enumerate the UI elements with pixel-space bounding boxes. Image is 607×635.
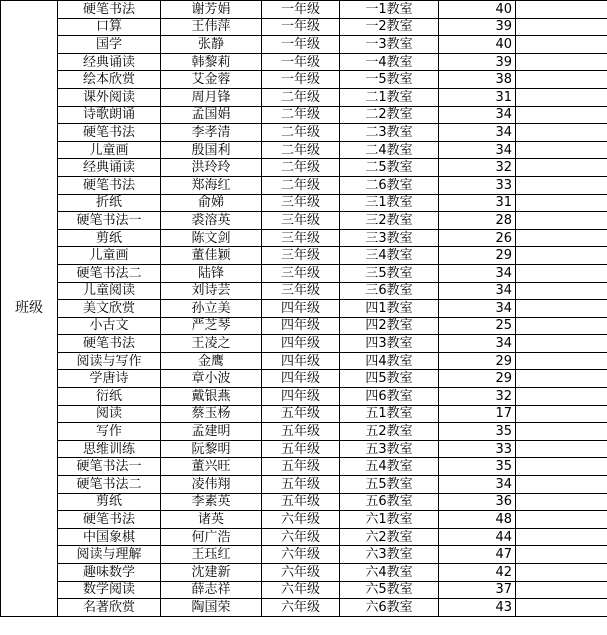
table-row (1, 493, 607, 511)
classroom-cell: 六2教室 (340, 528, 439, 546)
table-row (1, 106, 607, 124)
course-name-cell: 思维训练 (58, 440, 161, 458)
table-row (1, 194, 607, 212)
empty-cell (516, 528, 607, 546)
empty-cell (516, 599, 607, 617)
table-row (1, 511, 607, 529)
table-row (1, 36, 607, 54)
course-name-cell: 美文欣赏 (58, 300, 161, 318)
grade-cell: 三年级 (262, 282, 340, 300)
classroom-cell: 五3教室 (340, 440, 439, 458)
table-row (1, 176, 607, 194)
student-count-cell: 35 (439, 458, 516, 476)
course-name-cell: 硬笔书法一 (58, 212, 161, 230)
course-name-cell: 硬笔书法 (58, 124, 161, 142)
course-name-cell: 儿童画 (58, 247, 161, 265)
empty-cell (516, 581, 607, 599)
grade-cell: 二年级 (262, 124, 340, 142)
teacher-name-cell: 王凌之 (161, 335, 262, 353)
classroom-cell: 五6教室 (340, 493, 439, 511)
empty-cell (516, 264, 607, 282)
course-name-cell: 国学 (58, 36, 161, 54)
course-name-cell: 经典诵读 (58, 159, 161, 177)
teacher-name-cell: 阮黎明 (161, 440, 262, 458)
student-count-cell: 40 (439, 1, 516, 19)
grade-cell: 三年级 (262, 212, 340, 230)
classroom-cell: 三2教室 (340, 212, 439, 230)
teacher-name-cell: 金鹰 (161, 352, 262, 370)
teacher-name-cell: 殷国利 (161, 141, 262, 159)
grade-cell: 四年级 (262, 388, 340, 406)
course-name-cell: 名著欣赏 (58, 599, 161, 617)
course-name-cell: 口算 (58, 18, 161, 36)
course-name-cell: 硬笔书法 (58, 335, 161, 353)
grade-cell: 二年级 (262, 88, 340, 106)
empty-cell (516, 564, 607, 582)
student-count-cell: 29 (439, 370, 516, 388)
table-row (1, 352, 607, 370)
student-count-cell: 34 (439, 282, 516, 300)
table-row (1, 476, 607, 494)
grade-cell: 三年级 (262, 194, 340, 212)
teacher-name-cell: 裘溶英 (161, 212, 262, 230)
teacher-name-cell: 谢芳娟 (161, 1, 262, 19)
classroom-cell: 一5教室 (340, 71, 439, 89)
grade-cell: 六年级 (262, 546, 340, 564)
empty-cell (516, 546, 607, 564)
student-count-cell: 36 (439, 493, 516, 511)
table-row (1, 370, 607, 388)
table-row (1, 282, 607, 300)
empty-cell (516, 159, 607, 177)
student-count-cell: 31 (439, 88, 516, 106)
teacher-name-cell: 董佳颖 (161, 247, 262, 265)
grade-cell: 一年级 (262, 36, 340, 54)
classroom-cell: 二2教室 (340, 106, 439, 124)
course-name-cell: 绘本欣赏 (58, 71, 161, 89)
classroom-cell: 四3教室 (340, 335, 439, 353)
classroom-cell: 三6教室 (340, 282, 439, 300)
teacher-name-cell: 张静 (161, 36, 262, 54)
teacher-name-cell: 李素英 (161, 493, 262, 511)
classroom-cell: 六4教室 (340, 564, 439, 582)
grade-cell: 二年级 (262, 159, 340, 177)
course-name-cell: 硬笔书法一 (58, 458, 161, 476)
student-count-cell: 29 (439, 352, 516, 370)
course-name-cell: 硬笔书法 (58, 511, 161, 529)
student-count-cell: 44 (439, 528, 516, 546)
course-name-cell: 课外阅读 (58, 88, 161, 106)
student-count-cell: 32 (439, 388, 516, 406)
table-row (1, 71, 607, 89)
teacher-name-cell: 薛志祥 (161, 581, 262, 599)
student-count-cell: 34 (439, 476, 516, 494)
empty-cell (516, 370, 607, 388)
grade-cell: 三年级 (262, 229, 340, 247)
course-name-cell: 阅读与写作 (58, 352, 161, 370)
table-row (1, 124, 607, 142)
empty-cell (516, 88, 607, 106)
empty-cell (516, 335, 607, 353)
empty-cell (516, 458, 607, 476)
empty-cell (516, 440, 607, 458)
student-count-cell: 29 (439, 247, 516, 265)
grade-cell: 六年级 (262, 564, 340, 582)
table-row (1, 440, 607, 458)
empty-cell (516, 124, 607, 142)
empty-cell (516, 212, 607, 230)
table-row (1, 423, 607, 441)
teacher-name-cell: 王珏红 (161, 546, 262, 564)
classroom-cell: 二4教室 (340, 141, 439, 159)
student-count-cell: 47 (439, 546, 516, 564)
classroom-cell: 四2教室 (340, 317, 439, 335)
classroom-cell: 四6教室 (340, 388, 439, 406)
student-count-cell: 17 (439, 405, 516, 423)
teacher-name-cell: 陶国荣 (161, 599, 262, 617)
table-row (1, 1, 607, 19)
group-label-cell: 班级 (1, 1, 58, 617)
teacher-name-cell: 李孝清 (161, 124, 262, 142)
empty-cell (516, 71, 607, 89)
empty-cell (516, 141, 607, 159)
student-count-cell: 33 (439, 440, 516, 458)
empty-cell (516, 511, 607, 529)
empty-cell (516, 317, 607, 335)
empty-cell (516, 282, 607, 300)
grade-cell: 三年级 (262, 247, 340, 265)
classroom-cell: 六3教室 (340, 546, 439, 564)
grade-cell: 四年级 (262, 370, 340, 388)
student-count-cell: 34 (439, 264, 516, 282)
table-row (1, 88, 607, 106)
grade-cell: 五年级 (262, 405, 340, 423)
teacher-name-cell: 章小波 (161, 370, 262, 388)
empty-cell (516, 300, 607, 318)
classroom-cell: 五2教室 (340, 423, 439, 441)
empty-cell (516, 388, 607, 406)
empty-cell (516, 476, 607, 494)
teacher-name-cell: 严芝琴 (161, 317, 262, 335)
teacher-name-cell: 孟建明 (161, 423, 262, 441)
empty-cell (516, 106, 607, 124)
course-name-cell: 诗歌朗诵 (58, 106, 161, 124)
table-row (1, 528, 607, 546)
teacher-name-cell: 俞娣 (161, 194, 262, 212)
course-name-cell: 经典诵读 (58, 53, 161, 71)
student-count-cell: 33 (439, 176, 516, 194)
empty-cell (516, 229, 607, 247)
grade-cell: 六年级 (262, 511, 340, 529)
grade-cell: 一年级 (262, 1, 340, 19)
course-name-cell: 阅读 (58, 405, 161, 423)
student-count-cell: 43 (439, 599, 516, 617)
course-name-cell: 中国象棋 (58, 528, 161, 546)
teacher-name-cell: 戴银燕 (161, 388, 262, 406)
teacher-name-cell: 蔡玉杨 (161, 405, 262, 423)
empty-cell (516, 176, 607, 194)
table-row (1, 599, 607, 617)
student-count-cell: 40 (439, 36, 516, 54)
grade-cell: 二年级 (262, 176, 340, 194)
empty-cell (516, 1, 607, 19)
classroom-cell: 四5教室 (340, 370, 439, 388)
empty-cell (516, 18, 607, 36)
course-name-cell: 硬笔书法 (58, 1, 161, 19)
course-name-cell: 剪纸 (58, 493, 161, 511)
course-name-cell: 硬笔书法二 (58, 264, 161, 282)
grade-cell: 四年级 (262, 300, 340, 318)
teacher-name-cell: 陆锋 (161, 264, 262, 282)
table-row (1, 546, 607, 564)
table-row (1, 458, 607, 476)
classroom-cell: 五4教室 (340, 458, 439, 476)
student-count-cell: 34 (439, 124, 516, 142)
course-name-cell: 硬笔书法 (58, 176, 161, 194)
teacher-name-cell: 郑海红 (161, 176, 262, 194)
grade-cell: 五年级 (262, 476, 340, 494)
empty-cell (516, 352, 607, 370)
table-row (1, 18, 607, 36)
classroom-cell: 三5教室 (340, 264, 439, 282)
teacher-name-cell: 沈建新 (161, 564, 262, 582)
course-name-cell: 儿童画 (58, 141, 161, 159)
course-name-cell: 阅读与理解 (58, 546, 161, 564)
classroom-cell: 三1教室 (340, 194, 439, 212)
classroom-cell: 六1教室 (340, 511, 439, 529)
student-count-cell: 34 (439, 106, 516, 124)
table-row (1, 564, 607, 582)
classroom-cell: 二1教室 (340, 88, 439, 106)
student-count-cell: 28 (439, 212, 516, 230)
empty-cell (516, 405, 607, 423)
course-name-cell: 数学阅读 (58, 581, 161, 599)
teacher-name-cell: 何广浩 (161, 528, 262, 546)
empty-cell (516, 493, 607, 511)
teacher-name-cell: 凌伟翔 (161, 476, 262, 494)
student-count-cell: 39 (439, 18, 516, 36)
table-row (1, 141, 607, 159)
table-row (1, 581, 607, 599)
empty-cell (516, 247, 607, 265)
grade-cell: 二年级 (262, 106, 340, 124)
grade-cell: 六年级 (262, 528, 340, 546)
classroom-cell: 六5教室 (340, 581, 439, 599)
classroom-cell: 二5教室 (340, 159, 439, 177)
student-count-cell: 42 (439, 564, 516, 582)
classroom-cell: 五5教室 (340, 476, 439, 494)
teacher-name-cell: 孙立美 (161, 300, 262, 318)
grade-cell: 四年级 (262, 335, 340, 353)
grade-cell: 一年级 (262, 53, 340, 71)
teacher-name-cell: 王伟萍 (161, 18, 262, 36)
table-row (1, 388, 607, 406)
empty-cell (516, 423, 607, 441)
grade-cell: 四年级 (262, 352, 340, 370)
table-row (1, 300, 607, 318)
classroom-cell: 六6教室 (340, 599, 439, 617)
table-body (1, 1, 607, 617)
student-count-cell: 25 (439, 317, 516, 335)
course-name-cell: 衍纸 (58, 388, 161, 406)
table-row (1, 247, 607, 265)
teacher-name-cell: 艾金蓉 (161, 71, 262, 89)
grade-cell: 四年级 (262, 317, 340, 335)
student-count-cell: 31 (439, 194, 516, 212)
table-row (1, 159, 607, 177)
course-name-cell: 儿童阅读 (58, 282, 161, 300)
grade-cell: 六年级 (262, 581, 340, 599)
teacher-name-cell: 刘诗芸 (161, 282, 262, 300)
course-name-cell: 趣味数学 (58, 564, 161, 582)
student-count-cell: 34 (439, 300, 516, 318)
student-count-cell: 34 (439, 335, 516, 353)
classroom-cell: 一3教室 (340, 36, 439, 54)
grade-cell: 一年级 (262, 18, 340, 36)
teacher-name-cell: 董兴旺 (161, 458, 262, 476)
table-row (1, 405, 607, 423)
grade-cell: 六年级 (262, 599, 340, 617)
classroom-cell: 四4教室 (340, 352, 439, 370)
teacher-name-cell: 韩黎莉 (161, 53, 262, 71)
student-count-cell: 37 (439, 581, 516, 599)
classroom-cell: 四1教室 (340, 300, 439, 318)
teacher-name-cell: 诸英 (161, 511, 262, 529)
teacher-name-cell: 陈文剑 (161, 229, 262, 247)
table-row (1, 212, 607, 230)
teacher-name-cell: 洪玲玲 (161, 159, 262, 177)
teacher-name-cell: 孟国娟 (161, 106, 262, 124)
table-row (1, 229, 607, 247)
course-name-cell: 剪纸 (58, 229, 161, 247)
classroom-cell: 五1教室 (340, 405, 439, 423)
table-row (1, 264, 607, 282)
grade-cell: 一年级 (262, 71, 340, 89)
empty-cell (516, 194, 607, 212)
classroom-cell: 一4教室 (340, 53, 439, 71)
student-count-cell: 38 (439, 71, 516, 89)
empty-cell (516, 36, 607, 54)
empty-cell (516, 53, 607, 71)
classroom-cell: 三3教室 (340, 229, 439, 247)
student-count-cell: 32 (439, 159, 516, 177)
student-count-cell: 26 (439, 229, 516, 247)
classroom-cell: 一2教室 (340, 18, 439, 36)
student-count-cell: 34 (439, 141, 516, 159)
classroom-cell: 三4教室 (340, 247, 439, 265)
student-count-cell: 35 (439, 423, 516, 441)
classroom-cell: 二3教室 (340, 124, 439, 142)
course-name-cell: 写作 (58, 423, 161, 441)
grade-cell: 五年级 (262, 458, 340, 476)
grade-cell: 五年级 (262, 423, 340, 441)
grade-cell: 三年级 (262, 264, 340, 282)
course-name-cell: 硬笔书法二 (58, 476, 161, 494)
table-row (1, 53, 607, 71)
student-count-cell: 48 (439, 511, 516, 529)
table-row (1, 335, 607, 353)
grade-cell: 二年级 (262, 141, 340, 159)
course-name-cell: 学唐诗 (58, 370, 161, 388)
student-count-cell: 39 (439, 53, 516, 71)
grade-cell: 五年级 (262, 440, 340, 458)
grade-cell: 五年级 (262, 493, 340, 511)
classroom-cell: 一1教室 (340, 1, 439, 19)
classroom-cell: 二6教室 (340, 176, 439, 194)
table-row (1, 317, 607, 335)
course-name-cell: 小古文 (58, 317, 161, 335)
teacher-name-cell: 周月锋 (161, 88, 262, 106)
course-name-cell: 折纸 (58, 194, 161, 212)
